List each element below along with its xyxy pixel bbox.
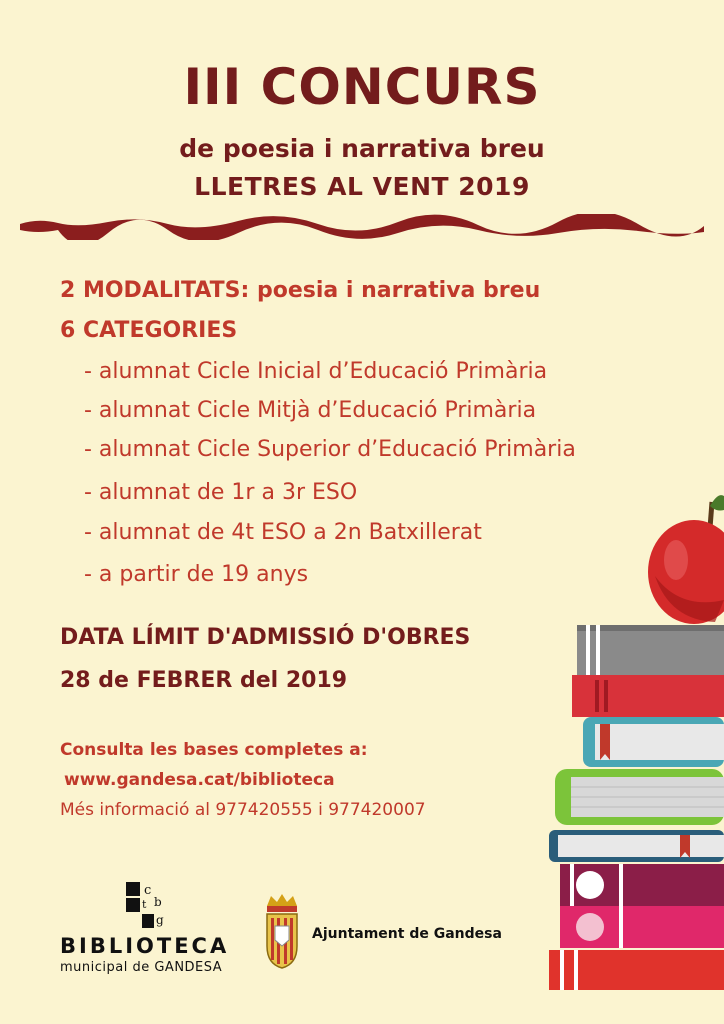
deadline-label: DATA LÍMIT D'ADMISSIÓ D'OBRES: [60, 625, 471, 650]
svg-text:g: g: [156, 913, 164, 927]
library-subtitle: municipal de GANDESA: [60, 960, 223, 975]
contest-name: LLETRES AL VENT 2019: [194, 172, 530, 201]
category-item: - alumnat de 1r a 3r ESO: [84, 480, 358, 505]
category-item: - alumnat de 4t ESO a 2n Batxillerat: [84, 520, 482, 545]
poster-title: III CONCURS: [183, 58, 541, 116]
category-item: - alumnat Cicle Inicial d’Educació Primària: [84, 359, 548, 384]
town-coat-of-arms-icon: [263, 894, 301, 970]
svg-text:c: c: [144, 883, 152, 898]
apple-icon: [648, 495, 724, 624]
svg-text:t: t: [142, 898, 147, 911]
website-link[interactable]: www.gandesa.cat/biblioteca: [64, 770, 335, 790]
library-logo-icon: [120, 880, 170, 930]
town-hall-name: Ajuntament de Gandesa: [312, 926, 502, 942]
books-and-apple-illustration: [540, 480, 724, 1024]
category-item: - alumnat Cicle Mitjà d’Educació Primària: [84, 398, 537, 423]
library-name: BIBLIOTECA: [60, 934, 230, 958]
modalities-line: 2 MODALITATS: poesia i narrativa breu: [60, 278, 541, 303]
category-item: - a partir de 19 anys: [84, 562, 309, 587]
deadline-date: 28 de FEBRER del 2019: [60, 668, 348, 693]
category-item: - alumnat Cicle Superior d’Educació Primària: [84, 437, 576, 462]
poster-subtitle: de poesia i narrativa breu: [179, 134, 545, 163]
phone-info: Més informació al 977420555 i 977420007: [60, 800, 426, 820]
svg-text:b: b: [154, 895, 162, 909]
categories-heading: 6 CATEGORIES: [60, 318, 238, 343]
consult-label: Consulta les bases completes a:: [60, 740, 368, 760]
brush-stroke-divider: [18, 214, 706, 240]
